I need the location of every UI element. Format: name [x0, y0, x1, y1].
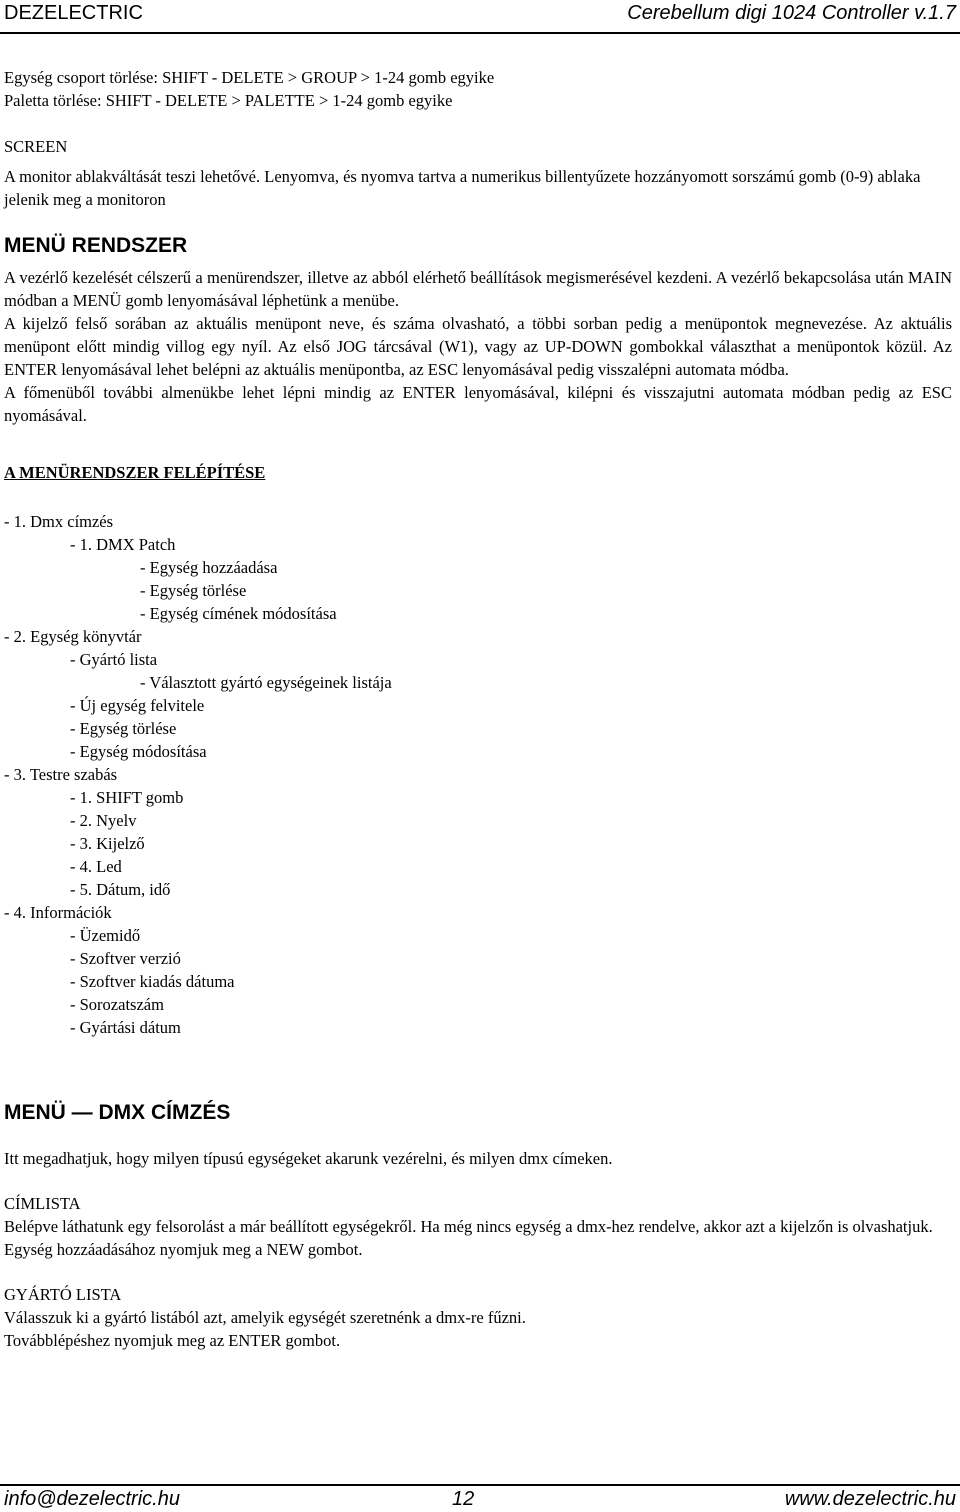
structure-item: - 5. Dátum, idő — [70, 880, 171, 899]
structure-item: - Szoftver kiadás dátuma — [70, 972, 235, 991]
structure-item: - 4. Információk — [4, 903, 112, 922]
intro-line: Paletta törlése: SHIFT - DELETE > PALETTE > 1-24 gomb egyike — [4, 91, 453, 110]
structure-item: - 1. DMX Patch — [70, 535, 176, 554]
structure-item: - Gyártó lista — [70, 650, 158, 669]
page-content — [4, 66, 952, 1352]
header-brand: DEZELECTRIC — [4, 2, 143, 24]
page-number: 12 — [452, 1488, 475, 1510]
header-document-title: Cerebellum digi 1024 Controller v.1.7 — [627, 2, 956, 24]
screen-description: A monitor ablakváltását teszi lehetővé. Lenyomva, és nyomva tartva a numerikus billentyűzete hozzányomott sorszámú gomb (0-9) ablaka jelenik meg a monitoron — [4, 167, 921, 209]
page-header — [0, 0, 960, 34]
cimlista-text: Egység hozzáadásához nyomjuk meg a NEW gombot. — [4, 1240, 363, 1259]
gyarto-text: Válasszuk ki a gyártó listából azt, amelyik egységét szeretnénk a dmx-re fűzni. — [4, 1308, 526, 1327]
menu-structure-list — [4, 510, 952, 1039]
structure-item: - 2. Nyelv — [70, 811, 137, 830]
structure-item: - Új egység felvitele — [70, 696, 205, 715]
structure-item: - Egység törlése — [70, 719, 177, 738]
structure-item: - Szoftver verzió — [70, 949, 181, 968]
structure-item: - 3. Testre szabás — [4, 765, 118, 784]
structure-item: - Egység módosítása — [70, 742, 207, 761]
structure-item: - Gyártási dátum — [70, 1018, 181, 1037]
footer-website: www.dezelectric.hu — [784, 1488, 956, 1510]
structure-item: - Egység hozzáadása — [140, 558, 278, 577]
structure-item: - 1. SHIFT gomb — [70, 788, 184, 807]
structure-item: - 3. Kijelző — [70, 834, 145, 853]
menu-paragraph: A kijelző felső sorában az aktuális menüpont neve, és száma olvasható, a többi sorban pedig a menüpontok megnevezése. Az aktuális menüpont előtt mindig villog egy nyíl. Az első JOG tárcsával (W1), vagy az UP-DOWN gombokkal választhat a menüpontok közül. Az ENTER lenyomásával lehet belépni az aktuális menüpontba, az ESC lenyomásával pedig visszalépni automata módba. — [4, 314, 952, 379]
structure-item: - 1. Dmx címzés — [4, 512, 114, 531]
structure-item: - Sorozatszám — [70, 995, 164, 1014]
subsection-title-gyarto-lista: GYÁRTÓ LISTA — [4, 1285, 122, 1304]
footer-email: info@dezelectric.hu — [4, 1488, 180, 1510]
section-title-screen: SCREEN — [4, 137, 68, 156]
page-footer — [0, 1484, 960, 1510]
structure-item: - 4. Led — [70, 857, 122, 876]
dmx-intro: Itt megadhatjuk, hogy milyen típusú egységeket akarunk vezérelni, és milyen dmx címeken. — [4, 1149, 613, 1168]
section-title-menu-dmx: MENÜ — DMX CÍMZÉS — [4, 1101, 231, 1124]
structure-item: - 2. Egység könyvtár — [4, 627, 142, 646]
menu-paragraph: A vezérlő kezelését célszerű a menürendszer, illetve az abból elérhető beállítások megismerésével kezdeni. A vezérlő bekapcsolása után MAIN módban a MENÜ gomb lenyomásával léphetünk a menübe. — [4, 268, 952, 310]
structure-item: - Egység törlése — [140, 581, 247, 600]
cimlista-text: Belépve láthatunk egy felsorolást a már beállított egységekről. Ha még nincs egység a dmx-hez rendelve, akkor azt a kijelzőn is olvashatjuk. — [4, 1217, 933, 1236]
menu-paragraph: A főmenüből további almenükbe lehet lépni mindig az ENTER lenyomásával, kilépni és visszajutni automata módban pedig az ESC nyomásával. — [4, 383, 952, 425]
intro-line: Egység csoport törlése: SHIFT - DELETE > GROUP > 1-24 gomb egyike — [4, 68, 495, 87]
structure-item: - Üzemidő — [70, 926, 141, 945]
section-title-menu-rendszer: MENÜ RENDSZER — [4, 234, 188, 257]
subsection-title-cimlista: CÍMLISTA — [4, 1194, 81, 1213]
structure-item: - Választott gyártó egységeinek listája — [140, 673, 392, 692]
gyarto-text: Továbblépéshez nyomjuk meg az ENTER gombot. — [4, 1331, 341, 1350]
structure-item: - Egység címének módosítása — [140, 604, 337, 623]
section-title-structure: A MENÜRENDSZER FELÉPÍTÉSE — [4, 463, 266, 482]
